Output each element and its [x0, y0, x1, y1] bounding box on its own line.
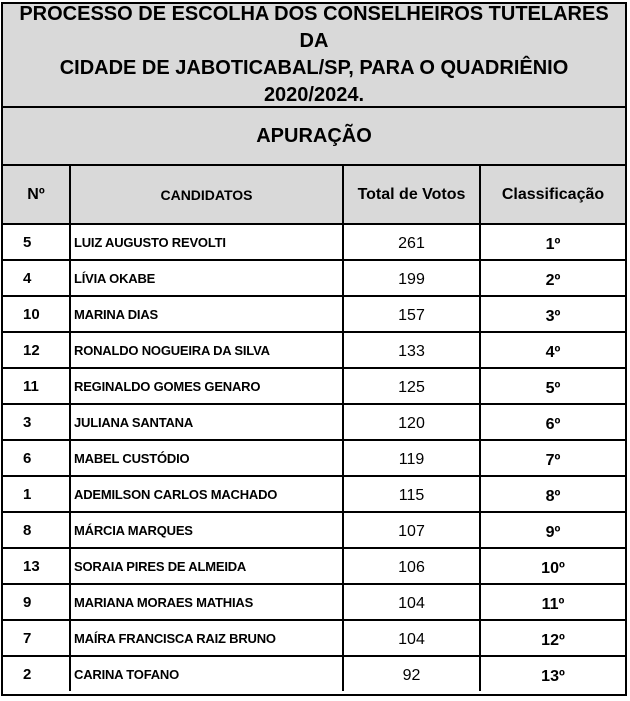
candidate-number: 7 [3, 620, 70, 656]
table-row [3, 224, 625, 260]
candidate-votes: 199 [343, 260, 480, 296]
table-row [3, 476, 625, 512]
results-table [3, 166, 625, 691]
candidate-number: 4 [3, 260, 70, 296]
candidate-name: RONALDO NOGUEIRA DA SILVA [70, 332, 343, 368]
candidate-name: MARIANA MORAES MATHIAS [70, 584, 343, 620]
candidate-name: MÁRCIA MARQUES [70, 512, 343, 548]
document-title [3, 4, 625, 108]
candidate-rank: 1º [480, 224, 625, 260]
table-row [3, 296, 625, 332]
section-title: APURAÇÃO [3, 108, 625, 166]
candidate-name: ADEMILSON CARLOS MACHADO [70, 476, 343, 512]
candidate-rank: 10º [480, 548, 625, 584]
column-header-rank: Classificação [480, 166, 625, 224]
candidate-name: CARINA TOFANO [70, 656, 343, 691]
candidate-number: 1 [3, 476, 70, 512]
candidate-number: 2 [3, 656, 70, 691]
column-header-candidates: CANDIDATOS [70, 166, 343, 224]
candidate-votes: 133 [343, 332, 480, 368]
candidate-name: MARINA DIAS [70, 296, 343, 332]
table-header-row [3, 166, 625, 224]
candidate-rank: 13º [541, 668, 565, 685]
candidate-number: 12 [3, 332, 70, 368]
table-row [3, 440, 625, 476]
candidate-votes: 120 [343, 404, 480, 440]
table-row [3, 368, 625, 404]
candidate-name: REGINALDO GOMES GENARO [70, 368, 343, 404]
candidate-number: 9 [3, 584, 70, 620]
table-row [3, 656, 625, 691]
candidate-votes: 115 [343, 476, 480, 512]
candidate-rank: 11º [480, 584, 625, 620]
candidate-votes: 261 [343, 224, 480, 260]
table-row [3, 332, 625, 368]
title-line-1: PROCESSO DE ESCOLHA DOS CONSELHEIROS TUTELARES DA [19, 3, 609, 52]
table-row [3, 404, 625, 440]
candidate-number: 10 [3, 296, 70, 332]
candidate-rank: 3º [480, 296, 625, 332]
candidate-rank: 9º [480, 512, 625, 548]
column-header-votes: Total de Votos [343, 166, 480, 224]
candidate-number: 6 [3, 440, 70, 476]
candidate-rank: 6º [480, 404, 625, 440]
table-row [3, 548, 625, 584]
candidate-rank: 2º [480, 260, 625, 296]
candidate-name: LÍVIA OKABE [70, 260, 343, 296]
candidate-name: LUIZ AUGUSTO REVOLTI [70, 224, 343, 260]
candidate-name: SORAIA PIRES DE ALMEIDA [70, 548, 343, 584]
candidate-votes: 157 [343, 296, 480, 332]
title-line-3: 2020/2024. [263, 84, 365, 106]
candidate-number: 3 [3, 404, 70, 440]
candidate-votes: 92 [343, 656, 480, 691]
candidate-name: MAÍRA FRANCISCA RAIZ BRUNO [70, 620, 343, 656]
candidate-name: JULIANA SANTANA [70, 404, 343, 440]
candidate-number: 5 [3, 224, 70, 260]
results-sheet [1, 2, 627, 696]
candidate-rank: 8º [480, 476, 625, 512]
candidate-votes: 106 [343, 548, 480, 584]
candidate-rank: 4º [480, 332, 625, 368]
candidate-number: 11 [3, 368, 70, 404]
candidate-rank: 7º [480, 440, 625, 476]
table-row [3, 260, 625, 296]
candidate-votes: 125 [343, 368, 480, 404]
table-row [3, 584, 625, 620]
table-row [3, 620, 625, 656]
title-line-2: CIDADE DE JABOTICABAL/SP, PARA O QUADRIÊNIO [59, 57, 569, 79]
candidate-number: 8 [3, 512, 70, 548]
candidate-rank: 12º [480, 620, 625, 656]
candidate-name: MABEL CUSTÓDIO [70, 440, 343, 476]
candidate-rank: 5º [480, 368, 625, 404]
candidate-votes: 107 [343, 512, 480, 548]
candidate-votes: 104 [343, 584, 480, 620]
candidate-votes: 104 [343, 620, 480, 656]
candidate-votes: 119 [343, 440, 480, 476]
table-row [3, 512, 625, 548]
candidate-number: 13 [3, 548, 70, 584]
column-header-number: Nº [3, 166, 70, 224]
